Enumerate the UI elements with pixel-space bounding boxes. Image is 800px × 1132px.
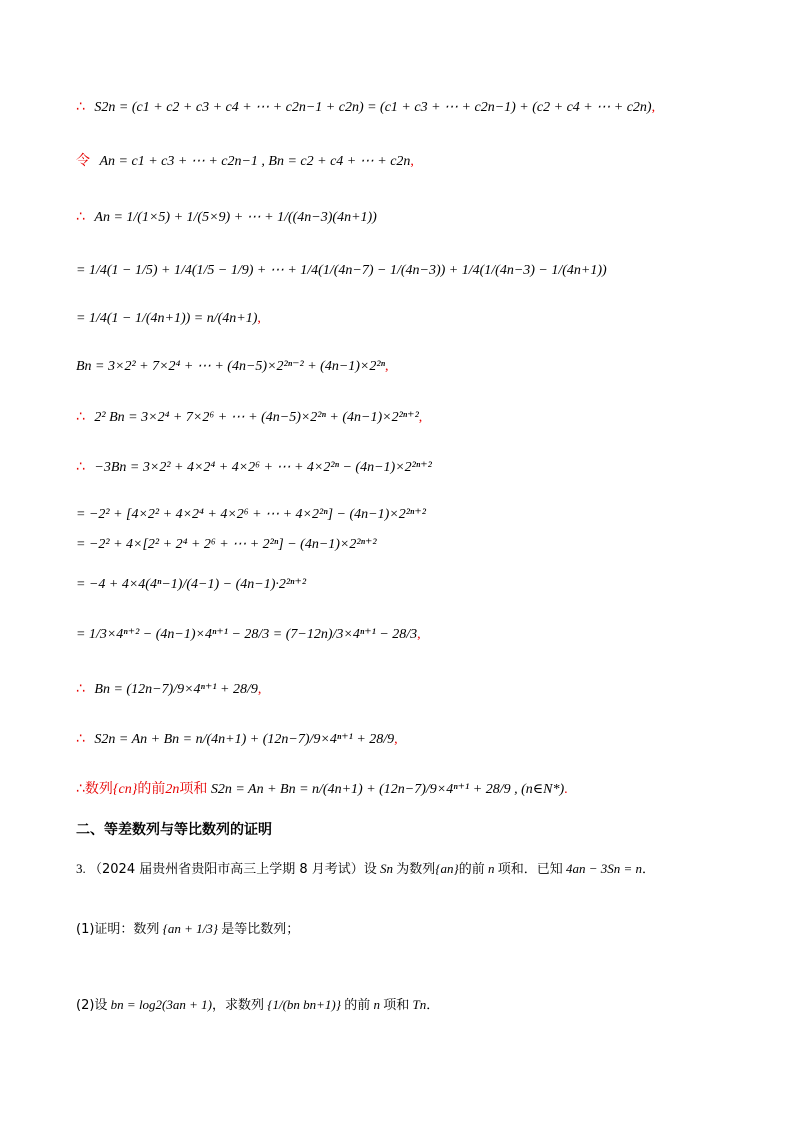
solution-line-8 <box>76 460 432 475</box>
equation: = 1/3×4ⁿ⁺² − (4n−1)×4ⁿ⁺¹ − 28/3 = (7−12n)/3×4ⁿ⁺¹ − 28/3 <box>76 627 418 642</box>
part-label: (2)设 <box>76 998 108 1013</box>
problem-source: （2024 届贵州省贵阳市高三上学期 8 月考试） <box>89 862 364 877</box>
problem-text: 为数列 <box>396 862 436 877</box>
equation: An = 1/(1×5) + 1/(5×9) + ⋯ + 1/((4n−3)(4n+1)) <box>94 210 377 225</box>
problem-text: 的前 <box>458 862 485 877</box>
term-count: 2n <box>165 782 180 797</box>
problem-part-2 <box>76 998 439 1012</box>
part-text: 是等比数列； <box>221 922 300 937</box>
solution-line-3 <box>76 210 377 225</box>
punctuation: , <box>417 627 421 642</box>
solution-line-11 <box>76 578 306 592</box>
punctuation: , <box>257 682 262 697</box>
tn-symbol: Tn <box>412 997 427 1012</box>
equation: Bn = 3×2² + 7×2⁴ + ⋯ + (4n−5)×2²ⁿ⁻² + (4n−1)×2²ⁿ <box>76 359 385 374</box>
problem-part-1 <box>76 922 299 936</box>
equation: −3Bn = 3×2² + 4×2⁴ + 4×2⁶ + ⋯ + 4×2²ⁿ − (4n−1)×2²ⁿ⁺² <box>94 460 432 475</box>
equation: = −2² + [4×2² + 4×2⁴ + 4×2⁶ + ⋯ + 4×2²ⁿ] − (4n−1)×2²ⁿ⁺² <box>76 507 426 522</box>
solution-line-2 <box>76 154 414 169</box>
solution-line-7 <box>76 410 422 425</box>
punctuation: , <box>410 154 414 169</box>
punctuation: , <box>651 100 656 115</box>
part-text: 项和 <box>383 998 410 1013</box>
solution-line-1 <box>76 100 655 115</box>
solution-line-13 <box>76 682 261 697</box>
punctuation: , <box>384 359 389 374</box>
punctuation: , <box>257 311 261 326</box>
equation: Bn = (12n−7)/9×4ⁿ⁺¹ + 28/9 <box>94 682 258 697</box>
solution-line-14 <box>76 732 398 747</box>
conclusion-text: 的前 <box>137 781 166 797</box>
part-text: ，求数列 <box>212 998 265 1013</box>
solution-line-10 <box>76 538 377 552</box>
therefore-symbol: ∴ <box>76 681 85 697</box>
equation: S2n = (c1 + c2 + c3 + c4 + ⋯ + c2n−1 + c2n) = (c1 + c3 + ⋯ + c2n−1) + (c2 + c4 + ⋯ + c2n) <box>94 100 652 115</box>
equation: An = c1 + c3 + ⋯ + c2n−1 , Bn = c2 + c4 + ⋯ + c2n <box>99 154 411 169</box>
equation: = 1/4(1 − 1/(4n+1)) = n/(4n+1) <box>76 311 258 326</box>
equation: S2n = An + Bn = n/(4n+1) + (12n−7)/9×4ⁿ⁺¹ + 28/9 <box>94 732 395 747</box>
problem-text: 项和．已知 <box>497 862 563 877</box>
equation: S2n = An + Bn = n/(4n+1) + (12n−7)/9×4ⁿ⁺¹ + 28/9 , (n∈N*) <box>210 782 565 797</box>
conclusion-text: 数列 <box>84 781 113 797</box>
punctuation: , <box>418 410 423 425</box>
let-symbol: 令 <box>76 153 90 169</box>
part-label: (1)证明：数列 <box>76 922 160 937</box>
solution-line-4 <box>76 264 607 278</box>
problem-number: 3. <box>76 861 86 876</box>
given-equation: 4an − 3Sn = n <box>565 861 643 876</box>
sequence-expression: {an + 1/3} <box>162 921 218 936</box>
therefore-symbol: ∴ <box>76 99 85 115</box>
sequence-symbol: {an} <box>435 861 459 876</box>
therefore-symbol: ∴ <box>76 409 85 425</box>
equation: 2² Bn = 3×2⁴ + 7×2⁶ + ⋯ + (4n−5)×2²ⁿ + (4n−1)×2²ⁿ⁺² <box>94 410 419 425</box>
punctuation: . <box>564 782 568 797</box>
solution-line-9 <box>76 508 426 522</box>
punctuation: ． <box>642 862 656 877</box>
problem-stem <box>76 862 655 876</box>
conclusion-text: 项和 <box>179 781 208 797</box>
part-text: 的前 <box>344 998 371 1013</box>
solution-line-5 <box>76 312 261 326</box>
punctuation: ． <box>426 998 440 1013</box>
definition-equation: bn = log2(3an + 1) <box>110 997 212 1012</box>
section-heading: 二、等差数列与等比数列的证明 <box>76 822 272 838</box>
solution-line-6 <box>76 360 388 374</box>
equation: = −2² + 4×[2² + 2⁴ + 2⁶ + ⋯ + 2²ⁿ] − (4n−1)×2²ⁿ⁺² <box>76 537 377 552</box>
sequence-expression: {1/(bn bn+1)} <box>267 997 341 1012</box>
therefore-symbol: ∴ <box>76 459 85 475</box>
n-symbol: n <box>373 997 380 1012</box>
therefore-symbol: ∴ <box>76 731 85 747</box>
equation: = 1/4(1 − 1/5) + 1/4(1/5 − 1/9) + ⋯ + 1/4(1/(4n−7) − 1/(4n−3)) + 1/4(1/(4n−3) − 1/(4n+1)) <box>76 263 607 278</box>
n-symbol: n <box>487 861 495 876</box>
equation: = −4 + 4×4(4ⁿ−1)/(4−1) − (4n−1)·2²ⁿ⁺² <box>76 577 307 592</box>
therefore-symbol: ∴ <box>76 209 85 225</box>
sum-symbol: Sn <box>380 861 394 876</box>
problem-text: 设 <box>363 862 377 877</box>
punctuation: , <box>394 732 398 747</box>
sequence-symbol: {cn} <box>112 782 138 797</box>
therefore-symbol: ∴ <box>76 781 85 797</box>
solution-conclusion <box>76 782 568 797</box>
solution-line-12 <box>76 628 421 642</box>
